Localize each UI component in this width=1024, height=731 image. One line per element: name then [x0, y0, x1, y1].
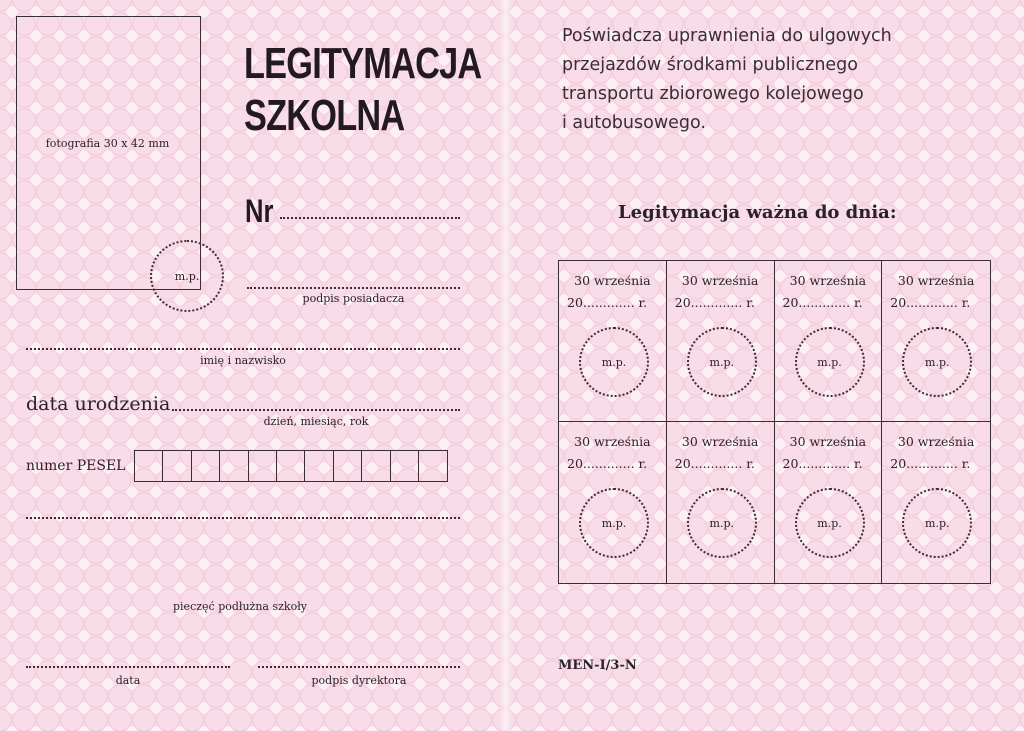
director-caption: podpis dyrektora — [311, 674, 407, 687]
pesel-digit-box[interactable] — [391, 451, 419, 481]
validity-stamp-circle — [795, 488, 865, 558]
document-title — [244, 38, 481, 142]
entitlement-text — [562, 22, 892, 138]
pesel-label: numer PESEL — [26, 458, 126, 474]
pesel-digit-box[interactable] — [192, 451, 220, 481]
signature-caption: podpis posiadacza — [302, 292, 405, 305]
form-code: MEN-I/3-N — [558, 658, 637, 673]
dob-caption: dzień, miesiąc, rok — [263, 415, 369, 428]
entitlement-line-2: przejazdów środkami publicznego — [562, 55, 858, 75]
validity-date: 30 września — [897, 434, 975, 449]
validity-date: 30 września — [897, 273, 975, 288]
name-field[interactable] — [26, 348, 460, 350]
validity-date: 30 września — [789, 273, 867, 288]
validity-cell[interactable] — [559, 422, 667, 583]
validity-year: 20............. r. — [674, 456, 755, 471]
validity-cell[interactable] — [882, 422, 990, 583]
validity-year: 20............. r. — [782, 456, 863, 471]
pesel-digit-box[interactable] — [277, 451, 305, 481]
validity-stamp-circle — [902, 327, 972, 397]
stamp-caption: pieczęć podłużna szkoły — [173, 600, 307, 613]
validity-year: 20............. r. — [567, 295, 648, 310]
pesel-digit-box[interactable] — [362, 451, 390, 481]
pesel-digit-box[interactable] — [249, 451, 277, 481]
validity-year: 20............. r. — [890, 456, 971, 471]
validity-stamp-label: m.p. — [601, 516, 627, 530]
card-fold — [500, 0, 512, 731]
validity-date: 30 września — [681, 273, 759, 288]
validity-stamp-circle — [687, 327, 757, 397]
validity-stamp-label: m.p. — [709, 355, 734, 369]
name-caption: imię i nazwisko — [200, 354, 286, 367]
dob-field[interactable] — [172, 409, 460, 411]
pesel-digit-box[interactable] — [334, 451, 362, 481]
pesel-digit-box[interactable] — [419, 451, 447, 481]
validity-year: 20............. r. — [782, 295, 863, 310]
pesel-grid — [134, 450, 448, 482]
entitlement-line-1: Poświadcza uprawnienia do ulgowych — [562, 26, 892, 46]
validity-stamp-circle — [579, 488, 649, 558]
validity-year: 20............. r. — [674, 295, 755, 310]
validity-cell[interactable] — [667, 261, 775, 422]
validity-date: 30 września — [789, 434, 867, 449]
validity-stamp-circle — [579, 327, 649, 397]
validity-stamp-circle — [687, 488, 757, 558]
validity-title: Legitymacja ważna do dnia: — [618, 202, 897, 223]
validity-year: 20............. r. — [567, 456, 648, 471]
number-field[interactable] — [280, 217, 460, 219]
title-line-1: LEGITYMACJA — [244, 39, 482, 88]
date-field[interactable] — [26, 666, 230, 668]
validity-cell[interactable] — [775, 261, 883, 422]
signature-field[interactable] — [247, 287, 460, 289]
validity-stamp-label: m.p. — [925, 355, 950, 369]
pesel-digit-box[interactable] — [135, 451, 163, 481]
photo-stamp-circle — [150, 240, 224, 312]
validity-stamp-label: m.p. — [601, 355, 627, 369]
validity-stamp-label: m.p. — [925, 516, 950, 530]
photo-stamp-label: m.p. — [174, 269, 200, 283]
pesel-digit-box[interactable] — [220, 451, 248, 481]
photo-label: fotografia 30 x 42 mm — [45, 137, 170, 150]
entitlement-line-3: transportu zbiorowego kolejowego — [562, 84, 864, 104]
date-caption: data — [115, 674, 141, 687]
validity-cell[interactable] — [775, 422, 883, 583]
validity-cell[interactable] — [667, 422, 775, 583]
number-label: Nr — [245, 193, 274, 229]
pesel-digit-box[interactable] — [305, 451, 333, 481]
validity-date: 30 września — [574, 434, 651, 449]
validity-stamp-label: m.p. — [709, 516, 734, 530]
validity-cell[interactable] — [882, 261, 990, 422]
validity-grid — [558, 260, 991, 584]
validity-stamp-label: m.p. — [817, 355, 842, 369]
entitlement-line-4: i autobusowego. — [562, 113, 706, 133]
validity-stamp-label: m.p. — [817, 516, 842, 530]
director-signature-field[interactable] — [258, 666, 460, 668]
validity-date: 30 września — [681, 434, 759, 449]
validity-stamp-circle — [902, 488, 972, 558]
validity-date: 30 września — [574, 273, 651, 288]
title-line-2: SZKOLNA — [244, 91, 405, 140]
validity-cell[interactable] — [559, 261, 667, 422]
pesel-digit-box[interactable] — [163, 451, 191, 481]
validity-year: 20............. r. — [890, 295, 971, 310]
validity-stamp-circle — [795, 327, 865, 397]
extra-field[interactable] — [26, 517, 460, 519]
dob-label: data urodzenia — [26, 393, 171, 415]
